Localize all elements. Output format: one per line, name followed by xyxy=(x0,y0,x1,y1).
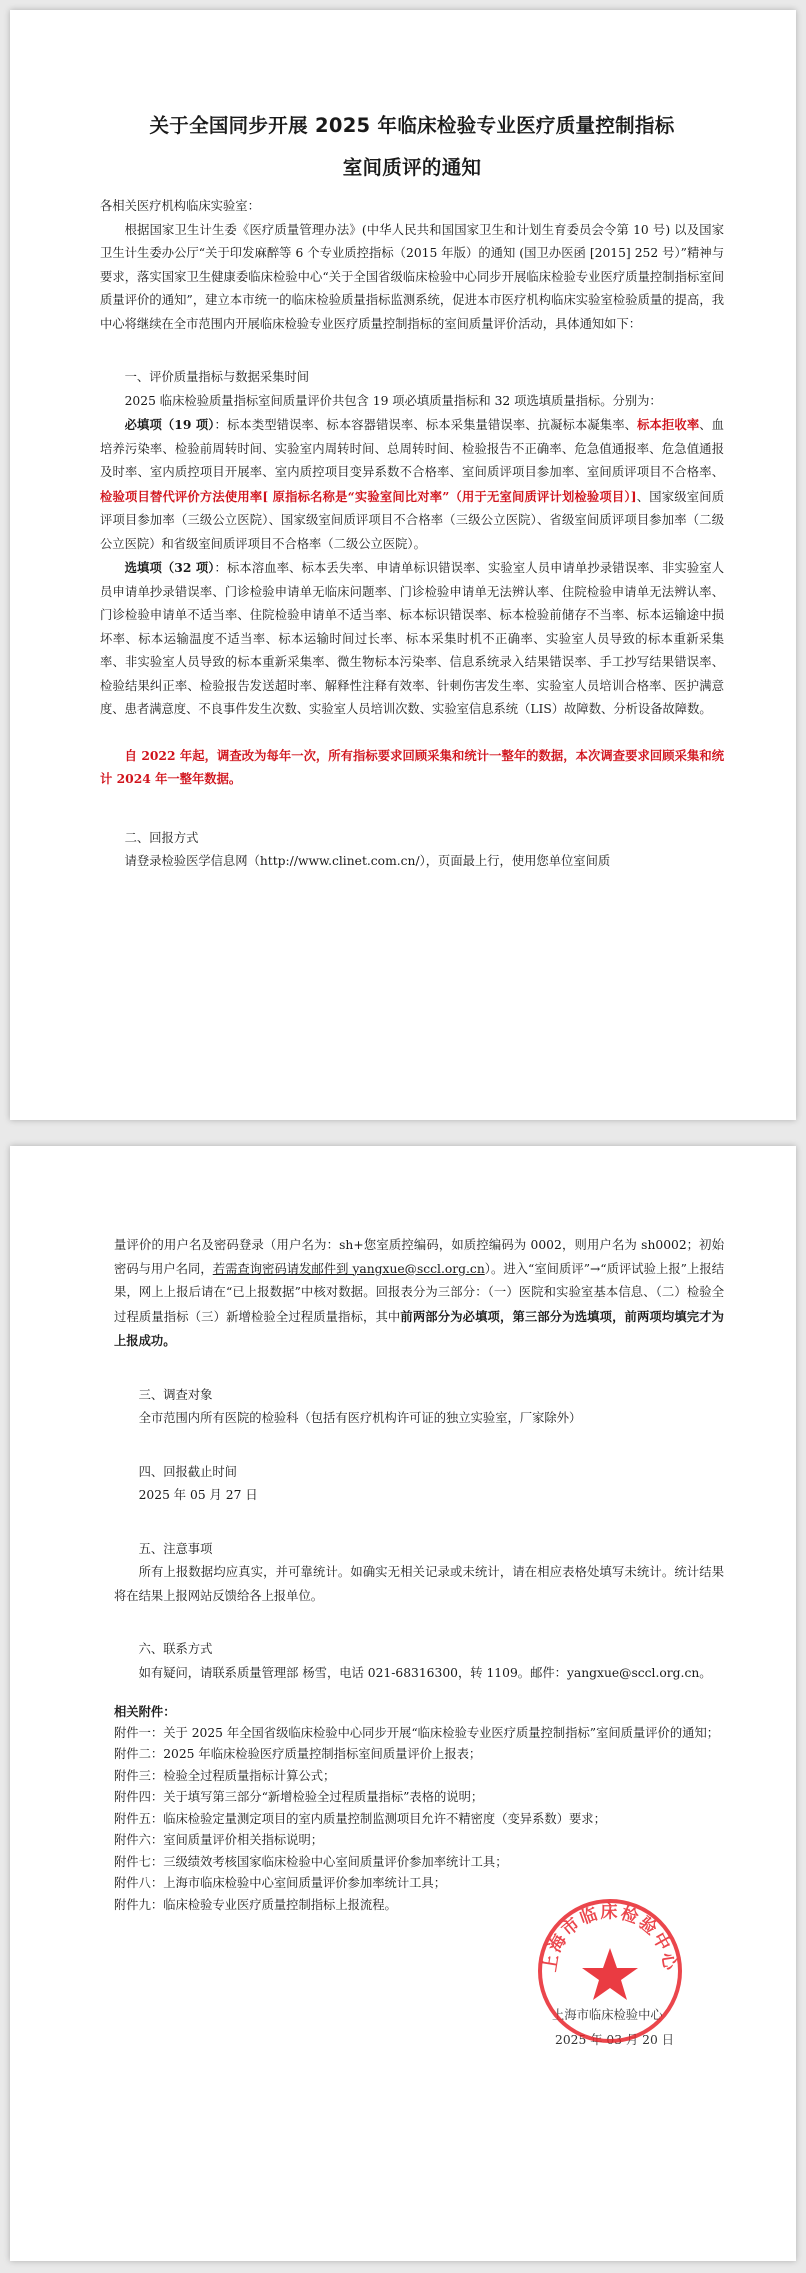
document-page-1 xyxy=(10,10,796,1120)
required-text-c: 、国家级室间质评项目参加率（三级公立医院）、国家级室间质评项目不合格率（三级公立医院）、省级室间质评项目参加率（二级公立医院）和省级室间质评项目不合格率（二级公立医院）。 xyxy=(100,489,724,551)
attachment-item: 附件三：检验全过程质量指标计算公式； xyxy=(114,1768,336,1783)
section2-continued xyxy=(114,1234,724,1354)
optional-items-paragraph xyxy=(100,556,724,722)
password-email-link[interactable]: 若需查询密码请发邮件到 yangxue@sccl.org.cn xyxy=(212,1261,485,1276)
cont-bold: 前两部分为必填项，第三部分为选填项，前两项均填完才为上报成功。 xyxy=(114,1308,724,1348)
attachment-item: 附件六：室间质量评价相关指标说明； xyxy=(114,1833,324,1847)
document-title xyxy=(100,105,724,189)
optional-label: 选填项（32 项） xyxy=(124,560,215,575)
optional-text: ：标本溶血率、标本丢失率、申请单标识错误率、实验室人员申请单抄录错误率、非实验室人员申请单抄录错误率、门诊检验申请单无临床问题率、门诊检验申请单无法辨认率、住院检验申请单无法辨认率、门诊检验申请单不适当率、住院检验申请单不适当率、标本标识错误率、标本检验前储存不当率、标本运输途中损坏率、标本运输温度不适当率、标本运输时间过长率、标本采集时机不正确率、实验室人员导致的标本重新采集率、非实验室人员导致的标本重新采集率、微生物标本污染率、信息系统录入结果错误率、手工抄写结果错误率、检验结果纠正率、检验报告发送超时率、解释性注释有效率、针刺伤害发生率、实验室人员培训合格率、医护满意度、患者满意度、不良事件发生次数、实验室人员培训次数、实验室信息系统（LIS）故障数、分析设备故障数。 xyxy=(100,561,724,716)
section1-paragraph: 2025 临床检验质量指标室间质量评价共包含 19 项必填质量指标和 32 项选填质量指标。分别为： xyxy=(124,393,662,408)
notice-red: 自 2022 年起，调查改为每年一次，所有指标要求回顾采集和统计一整年的数据，本次调查要求回顾采集和统计 2024 年一整年数据。 xyxy=(100,747,724,786)
title-line-1: 关于全国同步开展 2025 年临床检验专业医疗质量控制指标 xyxy=(149,114,675,137)
section4-paragraph: 2025 年 05 月 27 日 xyxy=(138,1488,258,1502)
required-items-paragraph xyxy=(100,413,724,556)
section5-heading: 五、注意事项 xyxy=(138,1541,213,1556)
attachment-item: 附件九：临床检验专业医疗质量控制指标上报流程。 xyxy=(114,1897,397,1912)
section3-paragraph: 全市范围内所有医院的检验科（包括有医疗机构许可证的独立实验室，厂家除外） xyxy=(138,1411,582,1425)
section1-heading: 一、评价质量指标与数据采集时间 xyxy=(124,370,310,384)
salutation: 各相关医疗机构临床实验室： xyxy=(100,199,260,213)
cont-text-b: ）。进入“室间质评”→“质评试验上报”上报结果，网上上报后请在“已上报数据”中核对数据。回报表分为三部分：（一）医院和实验室基本信息、（二）检验全过程质量指标（三）新增检验全过程质量指标，其中 xyxy=(114,1261,724,1324)
attachment-item: 附件一：关于 2025 年全国省级临床检验中心同步开展“临床检验专业医疗质量控制指标”室间质量评价的通知； xyxy=(114,1725,720,1740)
attachment-item: 附件八：上海市临床检验中心室间质量评价参加率统计工具； xyxy=(114,1876,447,1890)
signature-date: 2025 年 03 月 20 日 xyxy=(555,2033,675,2047)
attachment-item: 附件五：临床检验定量测定项目的室内质量控制监测项目允许不精密度（变异系数）要求； xyxy=(114,1811,606,1826)
document-page-2 xyxy=(10,1146,796,2261)
section5-paragraph: 所有上报数据均应真实，并可靠统计。如确实无相关记录或未统计，请在相应表格处填写未统计。统计结果将在结果上报网站反馈给各上报单位。 xyxy=(114,1565,724,1603)
section6-paragraph: 如有疑问，请联系质量管理部 杨雪，电话 021-68316300，转 1109。邮件：yangxue@sccl.org.cn。 xyxy=(138,1665,712,1680)
signature-org: 上海市临床检验中心 xyxy=(552,2008,663,2022)
required-text-b: 、血培养污染率、检验前周转时间、实验室内周转时间、总周转时间、检验报告不正确率、危急值通报率、危急值通报及时率、室内质控项目开展率、室内质控项目变异系数不合格率、室间质评项目参加率、室间质评项目不合格率、 xyxy=(100,418,724,479)
section3-heading: 三、调查对象 xyxy=(138,1387,213,1402)
seal-star-icon xyxy=(582,1948,638,2000)
attachment-item: 附件四：关于填写第三部分“新增检验全过程质量指标”表格的说明； xyxy=(114,1790,484,1804)
attachments-label: 相关附件： xyxy=(114,1704,176,1719)
attachments-list xyxy=(114,1701,724,1916)
title-line-2: 室间质评的通知 xyxy=(342,156,482,179)
attachment-item: 附件二：2025 年临床检验医疗质量控制指标室间质量评价上报表； xyxy=(114,1747,482,1761)
section6-heading: 六、联系方式 xyxy=(138,1642,213,1656)
required-red-1: 标本拒收率 xyxy=(637,417,700,432)
required-text-a: ：标本类型错误率、标本容器错误率、标本采集量错误率、抗凝标本凝集率、 xyxy=(214,418,638,432)
section2-paragraph: 请登录检验医学信息网（http://www.clinet.com.cn/），页面最上行，使用您单位室间质 xyxy=(124,854,611,868)
intro-paragraph: 根据国家卫生计生委《医疗质量管理办法》(中华人民共和国国家卫生和计划生育委员会令第 10 号) 以及国家卫生计生委办公厅“关于印发麻醉等 6 个专业质控指标（2015 年版）的通知 (国卫办医函 [2015] 252 号）”精神与要求，落实国家卫生健康委临床检验中心“关于全国省级临床检验中心同步开展临床检验专业医疗质量控制指标室间质量评价的通知”，建立本市统一的临床检验质量指标监测系统，促进本市医疗机构临床实验室检验质量的提高，我中心将继续在全市范围内开展临床检验专业医疗质量控制指标的室间质量评价活动，具体通知如下： xyxy=(100,222,724,331)
section4-heading: 四、回报截止时间 xyxy=(138,1464,237,1479)
required-label: 必填项（19 项） xyxy=(124,417,215,432)
official-seal xyxy=(535,1896,685,2046)
required-red-2: 检验项目替代评价方法使用率[ 原指标名称是“实验室间比对率”（用于无室间质评计划检验项目）] xyxy=(100,488,637,504)
cont-text-a: 量评价的用户名及密码登录（用户名为：sh+您室质控编码，如质控编码为 0002，则用户名为 sh0002；初始密码与用户名同， xyxy=(114,1238,724,1276)
section2-heading: 二、回报方式 xyxy=(124,830,199,845)
attachment-item: 附件七：三级绩效考核国家临床检验中心室间质量评价参加率统计工具； xyxy=(114,1854,508,1869)
seal-lettering: 上海市临床检验中心 xyxy=(540,1902,680,1974)
